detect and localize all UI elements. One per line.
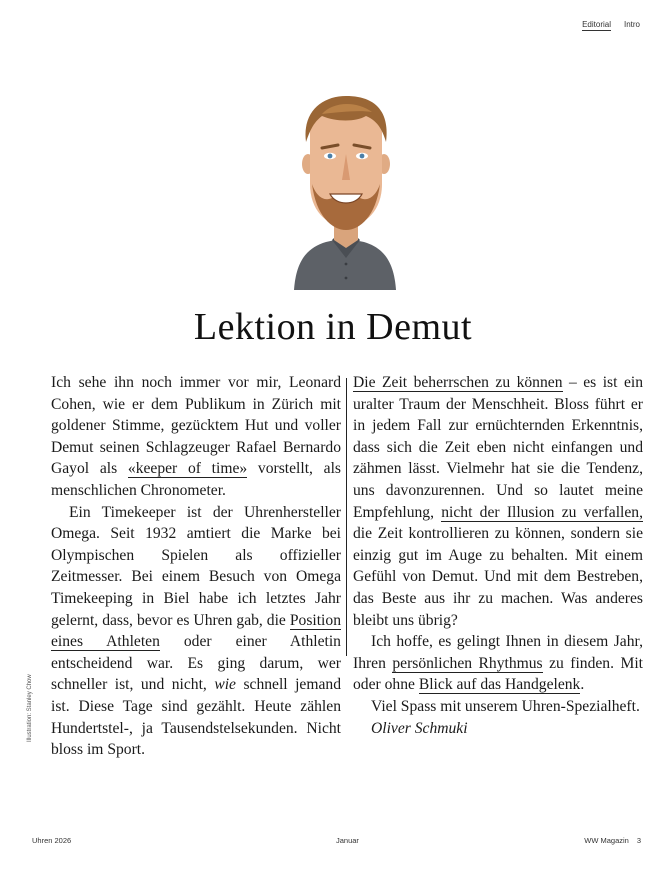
editor-portrait-illustration <box>286 92 406 290</box>
nav-intro[interactable]: Intro <box>623 20 640 29</box>
paragraph-1 <box>51 372 341 502</box>
text: Ich hoffe, es gelingt Ihnen in diesem Jahr, Ihren <box>353 633 643 672</box>
emphasis: wie <box>214 676 236 694</box>
left-column <box>51 372 341 761</box>
paragraph-4 <box>353 631 643 696</box>
keeper-of-time-link[interactable]: «keeper of time» <box>127 460 248 478</box>
page-number: 3 <box>636 836 641 845</box>
column-divider <box>346 378 347 656</box>
author-name: Oliver Schmuki <box>371 719 468 737</box>
footer-magazine: WW Magazin <box>584 836 629 845</box>
text: – es ist ein uralter Traum der Menschheit. Bloss führt er in jedem Fall zur ernüchternden Erkenntnis, dass sich die Zeit eben nicht einfangen und zähmen lässt. Vielmehr hat sie die Tendenz, uns davonzurennen. Und so lautet meine Empfehlung, <box>353 374 643 521</box>
signoff: Viel Spass mit unserem Uhren-Spezialheft. <box>371 697 640 715</box>
footer-right <box>584 836 641 845</box>
footer-issue: Uhren 2026 <box>32 836 72 845</box>
handgelenk-link[interactable]: Blick auf das Handgelenk <box>418 676 581 694</box>
zeit-beherrschen-link[interactable]: Die Zeit beherrschen zu können <box>353 374 563 391</box>
text: die Zeit kontrollieren zu können, sondern sie einzig gut im Auge zu behalten. Mit einem Gefühl von Demut. Und mit dem Bestreben, das Beste aus ihr zu machen. Was anderes bleibt uns übrig? <box>353 525 643 629</box>
text: Ein Timekeeper ist der Uhrenhersteller Omega. Seit 1932 amtiert die Marke bei Olympischen Spielen als offizieller Zeitmesser. Bei einem Besuch von Omega Timekeeping in Biel habe ich letztes Jahr gelernt, dass, bevor es Uhren gab, die <box>51 503 341 629</box>
illustration-credit: Illustration: Stanley Chow <box>27 674 33 742</box>
text: oder einer Athletin entscheidend war. Es ging darum, wer schneller ist, und nicht, <box>51 633 341 694</box>
footer-month: Januar <box>336 836 359 845</box>
text: zu finden. Mit oder ohne <box>353 654 643 694</box>
position-link[interactable]: Position eines Athleten <box>51 611 341 651</box>
rhythmus-link[interactable]: persönlichen Rhythmus <box>392 654 543 672</box>
text: vorstellt, als menschlichen Chronometer. <box>51 460 341 499</box>
paragraph-3 <box>353 372 643 631</box>
illusion-link[interactable]: nicht der Illusion zu verfallen, <box>441 503 643 521</box>
top-navigation <box>582 20 640 31</box>
text: schnell jemand ist. Diese Tage sind gezählt. Heute zählen Hundertstel-, ja Tausendstelsekunden. Nicht bloss im Sport. <box>51 676 341 759</box>
text: . <box>580 676 585 694</box>
nav-editorial[interactable]: Editorial <box>582 20 611 29</box>
paragraph-2 <box>51 502 341 761</box>
article-title: Lektion in Demut <box>193 306 473 348</box>
text: Ich sehe ihn noch immer vor mir, Leonard Cohen, wie er dem Publikum in Zürich mit goldener Stimme, gezücktem Hut und voller Demut seinen Schlagzeuger Rafael Bernardo Gayol als <box>51 374 341 478</box>
right-column <box>353 372 643 739</box>
